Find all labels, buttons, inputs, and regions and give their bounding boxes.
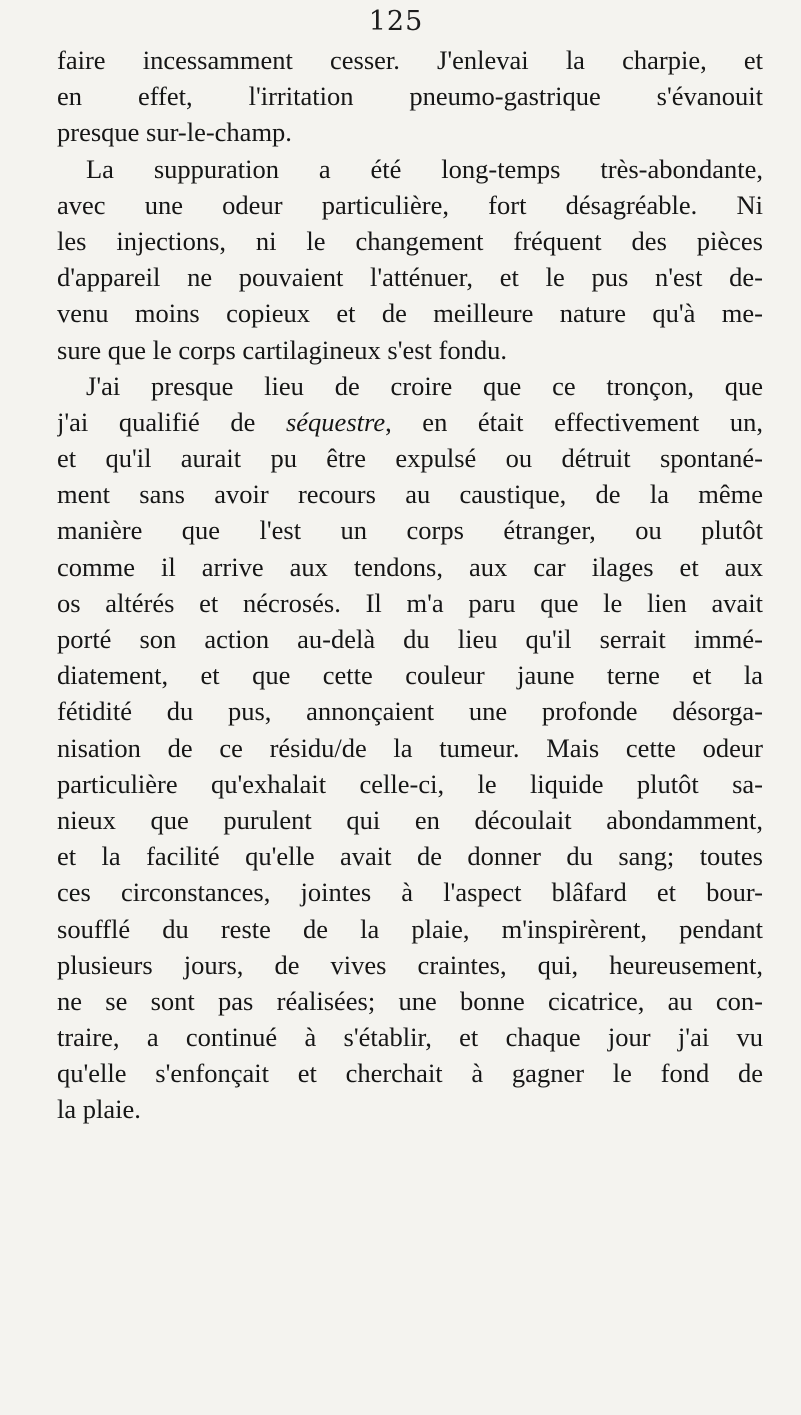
text-line: manière que l'est un corps étranger, ou plutôt [57,515,763,546]
text-line: plusieurs jours, de vives craintes, qui, heureusement, [57,949,763,980]
text-line: les injections, ni le changement fréquent des pièces [57,225,763,256]
text-line: fétidité du pus, annonçaient une profonde désorga- [57,696,763,727]
text-line: ment sans avoir recours au caustique, de la même [57,479,763,510]
text-line: j'ai qualifié de séquestre, en était effectivement un, [57,406,763,437]
text-line: ne se sont pas réalisées; une bonne cicatrice, au con- [57,985,763,1016]
text-line: et qu'il aurait pu être expulsé ou détruit spontané- [57,443,763,474]
text-line: faire incessamment cesser. J'enlevai la charpie, et [57,45,763,75]
text-line: en effet, l'irritation pneumo-gastrique s'évanouit [57,81,763,112]
italic-term: séquestre [285,406,386,437]
text-line: soufflé du reste de la plaie, m'inspirèrent, pendant [57,913,763,944]
text-line: et la facilité qu'elle avait de donner du sang; toutes [57,841,763,872]
body-text [57,42,763,1128]
text-line: la plaie. [57,1094,141,1125]
text-line: particulière qu'exhalait celle-ci, le liquide plutôt sa- [57,768,763,799]
text-line: ces circonstances, jointes à l'aspect blâfard et bour- [57,877,763,908]
text-line: nieux que purulent qui en découlait abondamment, [57,804,763,835]
text-line: J'ai presque lieu de croire que ce tronçon, que [86,370,763,401]
text-line: porté son action au-delà du lieu qu'il serrait immé- [57,624,763,654]
text-line: nisation de ce résidu/de la tumeur. Mais cette odeur [57,732,763,763]
text-line: diatement, et que cette couleur jaune terne et la [57,660,763,691]
text-line: traire, a continué à s'établir, et chaque jour j'ai vu [57,1022,763,1053]
page-number: 125 [368,6,424,37]
text-line: comme il arrive aux tendons, aux car ilages et aux [57,551,763,582]
text-line: venu moins copieux et de meilleure nature qu'à me- [57,298,763,329]
text-line: avec une odeur particulière, fort désagréable. Ni [57,189,763,220]
text-line: os altérés et nécrosés. Il m'a paru que le lien avait [57,587,763,618]
text-line: qu'elle s'enfonçait et cherchait à gagner le fond de [57,1058,763,1089]
text-line: La suppuration a été long-temps très-abondante, [86,153,763,184]
text-line: presque sur-le-champ. [57,117,292,148]
text-line: sure que le corps cartilagineux s'est fondu. [57,334,507,365]
text-line: d'appareil ne pouvaient l'atténuer, et le pus n'est de- [57,262,763,293]
